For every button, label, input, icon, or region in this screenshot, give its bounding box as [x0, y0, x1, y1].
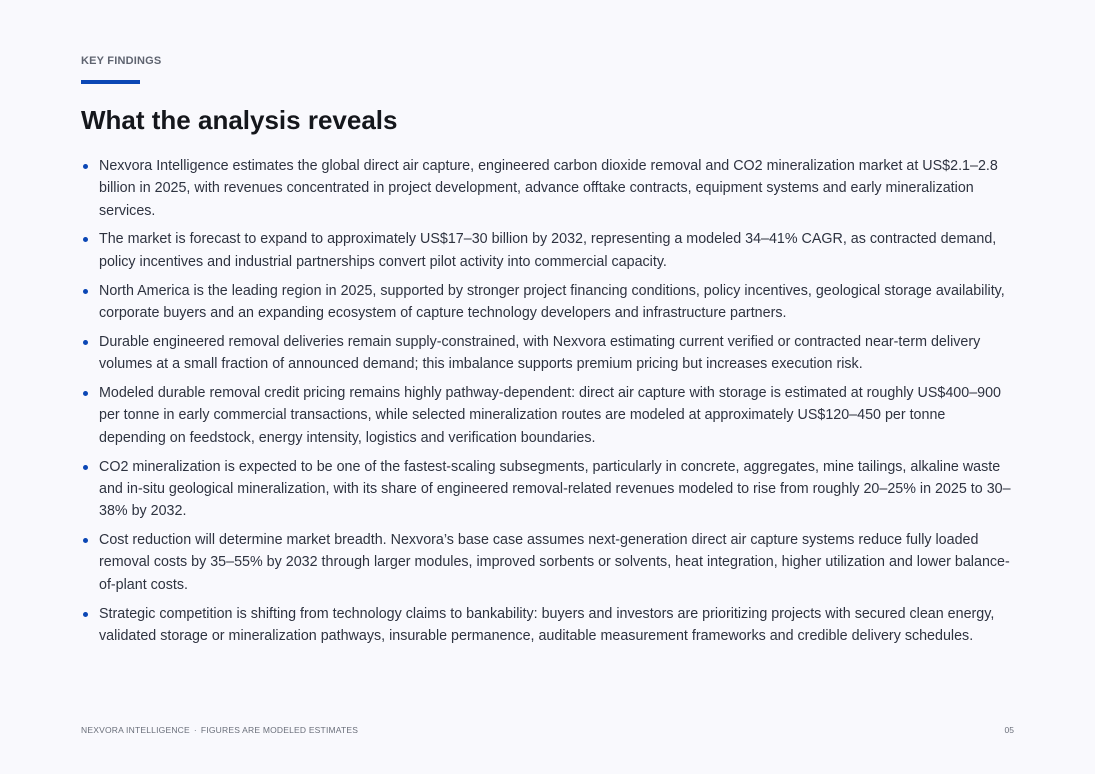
finding-text: CO2 mineralization is expected to be one of the fastest-scaling subsegments, particularly in concrete, aggregates, mine tailings, alkaline waste and in-situ geological mineralization, with its share of engineered removal-related revenues modeled to rise from roughly 20–25% in 2025 to 30–38% by 2032.	[99, 458, 1011, 520]
bullet-dot-icon	[83, 289, 88, 294]
finding-item	[81, 331, 1016, 376]
finding-item	[81, 529, 1016, 596]
findings-list	[81, 155, 1016, 654]
finding-item	[81, 280, 1016, 325]
finding-item	[81, 155, 1016, 222]
footer-brand: NEXVORA INTELLIGENCE	[81, 725, 190, 735]
page-number: 05	[1004, 725, 1014, 735]
bullet-dot-icon	[83, 465, 88, 470]
bullet-dot-icon	[83, 340, 88, 345]
bullet-dot-icon	[83, 391, 88, 396]
finding-text: Nexvora Intelligence estimates the global direct air capture, engineered carbon dioxide removal and CO2 mineralization market at US$2.1–2.8 billion in 2025, with revenues concentrated in project development, advance offtake contracts, equipment systems and early mineralization services.	[99, 158, 998, 219]
finding-item	[81, 603, 1016, 648]
finding-text: Modeled durable removal credit pricing remains highly pathway-dependent: direct air capture with storage is estimated at roughly US$400–900 per tonne in early commercial transactions, while selected mineralization routes are modeled at approximately US$120–450 per tonne depending on feedstock, energy intensity, logistics and verification boundaries.	[99, 385, 1001, 446]
page-title: What the analysis reveals	[81, 105, 398, 135]
bullet-dot-icon	[83, 237, 88, 242]
finding-item	[81, 228, 1016, 273]
finding-item	[81, 456, 1016, 523]
accent-bar	[81, 80, 140, 84]
finding-text: Strategic competition is shifting from technology claims to bankability: buyers and investors are prioritizing projects with secured clean energy, validated storage or mineralization pathways, insurable permanence, auditable measurement frameworks and credible delivery schedules.	[99, 605, 995, 644]
finding-item	[81, 382, 1016, 449]
footer-disclaimer: FIGURES ARE MODELED ESTIMATES	[200, 725, 359, 735]
bullet-dot-icon	[83, 612, 88, 617]
section-eyebrow: KEY FINDINGS	[81, 55, 162, 67]
finding-text: Cost reduction will determine market breadth. Nexvora’s base case assumes next-generation direct air capture systems reduce fully loaded removal costs by 35–55% by 2032 through larger modules, improved sorbents or solvents, heat integration, higher utilization and lower balance-of-plant costs.	[99, 532, 1010, 593]
bullet-dot-icon	[83, 538, 88, 543]
footer-separator: ·	[193, 725, 197, 735]
footer-note	[81, 725, 358, 735]
finding-text: North America is the leading region in 2025, supported by stronger project financing conditions, policy incentives, geological storage availability, corporate buyers and an expanding ecosystem of capture technology developers and infrastructure partners.	[99, 282, 1005, 321]
finding-text: The market is forecast to expand to approximately US$17–30 billion by 2032, representing a modeled 34–41% CAGR, as contracted demand, policy incentives and industrial partnerships convert pilot activity into commercial capacity.	[99, 231, 997, 270]
bullet-dot-icon	[83, 164, 88, 169]
finding-text: Durable engineered removal deliveries remain supply-constrained, with Nexvora estimating current verified or contracted near-term delivery volumes at a small fraction of announced demand; this imbalance supports premium pricing but increases execution risk.	[99, 333, 981, 373]
